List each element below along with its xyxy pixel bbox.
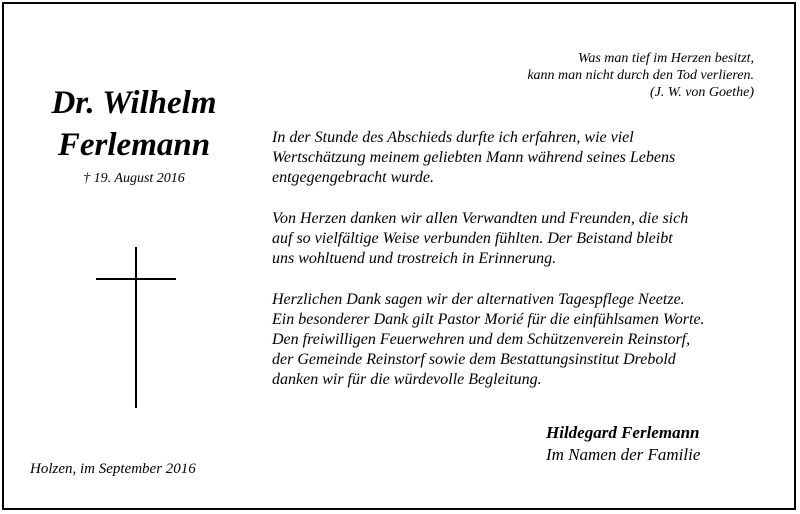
deceased-name [14,82,254,166]
text-line: auf so vielfältige Weise verbunden fühlten. Der Beistand bleibt [272,230,673,247]
quote-attribution: (J. W. von Goethe) [649,85,754,100]
text-line: Ein besonderer Dank gilt Pastor Morié für die einfühlsamen Worte. [272,311,705,328]
name-line-1: Dr. Wilhelm [51,85,217,121]
thanks-text [272,128,782,411]
text-line: In der Stunde des Abschieds durfte ich erfahren, wie viel [272,129,634,146]
cross-vertical-bar [135,247,137,408]
text-line: der Gemeinde Reinstorf sowie dem Bestattungsinstitut Drebold [272,351,676,368]
paragraph [272,209,782,269]
quote-line: Was man tief im Herzen besitzt, [577,51,754,66]
text-line: uns wohltuend und trostreich in Erinnerung. [272,250,557,267]
goethe-quote [454,50,754,101]
text-line: Wertschätzung meinem geliebten Mann während seines Lebens [272,149,676,166]
location-date: Holzen, im September 2016 [30,461,196,477]
text-line: danken wir für die würdevolle Begleitung. [272,371,542,388]
text-line: entgegengebracht wurde. [272,169,435,186]
text-line: Von Herzen danken wir allen Verwandten und Freunden, die sich [272,210,689,227]
cross-horizontal-bar [96,278,176,280]
text-line: Den freiwilligen Feuerwehren und dem Schützenverein Reinstorf, [272,331,691,348]
quote-line: kann man nicht durch den Tod verlieren. [527,68,754,83]
signature [546,422,700,466]
signature-subline: Im Namen der Familie [546,445,701,464]
paragraph [272,128,782,188]
text-line: Herzlichen Dank sagen wir der alternativen Tagespflege Neetze. [272,291,685,308]
name-line-2: Ferlemann [57,127,211,163]
death-date: † 19. August 2016 [83,171,185,186]
paragraph [272,290,782,390]
signature-name: Hildegard Ferlemann [546,423,700,442]
